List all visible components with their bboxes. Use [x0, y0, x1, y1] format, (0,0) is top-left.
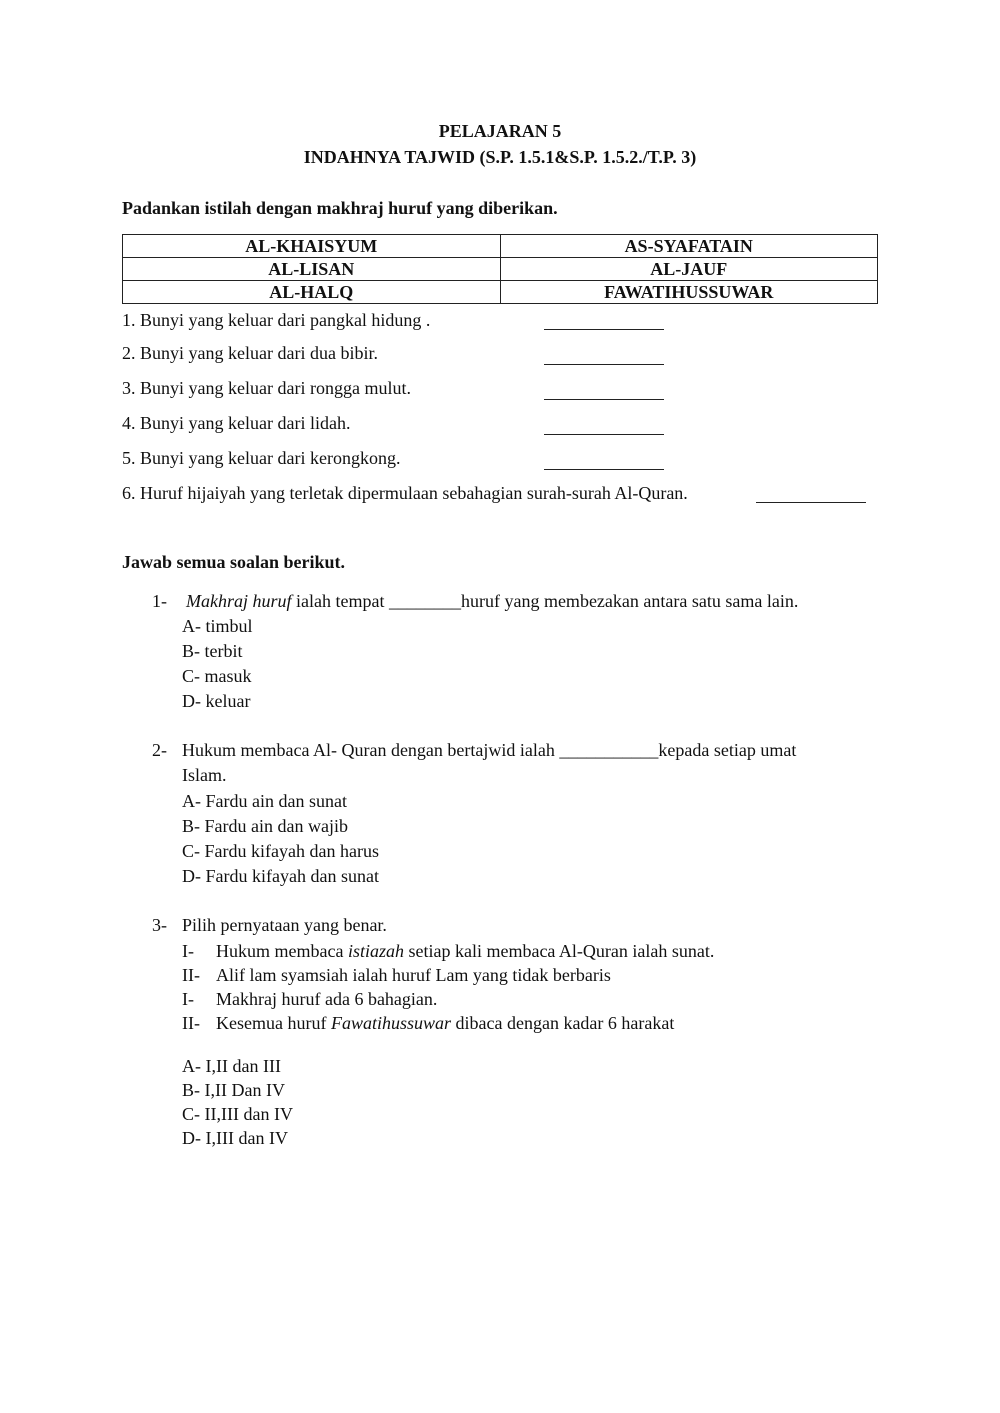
answer-blank-6[interactable]: [756, 486, 866, 503]
option-a[interactable]: A- timbul: [182, 616, 253, 636]
option-d[interactable]: D- Fardu kifayah dan sunat: [182, 866, 379, 886]
statement-list: [182, 939, 714, 1035]
section1-instruction: Padankan istilah dengan makhraj huruf yang diberikan.: [122, 198, 558, 218]
option-c[interactable]: C- masuk: [182, 666, 252, 686]
statement-text-post: setiap kali membaca Al-Quran ialah sunat.: [403, 941, 715, 961]
question-1-text: [186, 591, 798, 612]
q1-options: [182, 614, 253, 714]
term-cell: AL-KHAISYUM: [123, 235, 501, 258]
match-item-1: 1. Bunyi yang keluar dari pangkal hidung .: [122, 310, 431, 330]
question-1-blank: ________: [388, 591, 461, 611]
term-cell: AL-HALQ: [123, 281, 501, 304]
page-title: PELAJARAN 5: [438, 121, 562, 141]
statement-italic: Fawatihussuwar: [330, 1013, 451, 1033]
match-item-2: 2. Bunyi yang keluar dari dua bibir.: [122, 343, 378, 363]
answer-blank-5[interactable]: [544, 453, 664, 470]
question-1-text-b: huruf yang membezakan antara satu sama lain.: [460, 591, 799, 611]
q2-options: [182, 789, 379, 889]
page-subtitle: INDAHNYA TAJWID (S.P. 1.5.1&S.P. 1.5.2./T.P. 3): [303, 147, 697, 167]
statement-roman: II-: [182, 965, 200, 985]
statement-item: [182, 939, 714, 963]
question-3-number: 3-: [152, 915, 167, 935]
statement-text: Alif lam syamsiah ialah huruf Lam yang tidak berbaris: [216, 965, 611, 985]
question-2-text: [182, 740, 796, 761]
question-2-blank: ___________: [559, 740, 659, 760]
table-row: [123, 258, 878, 281]
statement-roman: I-: [182, 989, 194, 1009]
section2-instruction: Jawab semua soalan berikut.: [122, 552, 346, 572]
statement-item: [182, 963, 714, 987]
answer-blank-2[interactable]: [544, 348, 664, 365]
option-d[interactable]: D- I,III dan IV: [182, 1128, 288, 1148]
statement-text: Makhraj huruf ada 6 bahagian.: [216, 989, 438, 1009]
match-item-3: 3. Bunyi yang keluar dari rongga mulut.: [122, 378, 411, 398]
question-2-text-b: kepada setiap umat: [658, 740, 797, 760]
term-cell: FAWATIHUSSUWAR: [500, 281, 878, 304]
term-cell: AL-JAUF: [500, 258, 878, 281]
term-cell: AS-SYAFATAIN: [500, 235, 878, 258]
option-c[interactable]: C- II,III dan IV: [182, 1104, 293, 1124]
statement-item: [182, 987, 714, 1011]
table-row: [123, 235, 878, 258]
question-2-text-cont: Islam.: [182, 765, 227, 785]
table-row: [123, 281, 878, 304]
answer-blank-1[interactable]: [544, 313, 664, 330]
option-b[interactable]: B- I,II Dan IV: [182, 1080, 285, 1100]
statement-text: Hukum membaca: [216, 941, 348, 961]
question-1-number: 1-: [152, 591, 167, 611]
term-cell: AL-LISAN: [123, 258, 501, 281]
question-2-number: 2-: [152, 740, 167, 760]
option-c[interactable]: C- Fardu kifayah dan harus: [182, 841, 379, 861]
question-2-text-a: Hukum membaca Al- Quran dengan bertajwid ialah: [182, 740, 560, 760]
option-a[interactable]: A- Fardu ain dan sunat: [182, 791, 347, 811]
match-item-6: 6. Huruf hijaiyah yang terletak dipermulaan sebahagian surah-surah Al-Quran.: [122, 483, 688, 503]
match-item-5: 5. Bunyi yang keluar dari kerongkong.: [122, 448, 401, 468]
terms-table: [122, 234, 878, 304]
question-1-italic-term: Makhraj huruf: [186, 591, 292, 611]
statement-item: [182, 1011, 714, 1035]
match-item-4: 4. Bunyi yang keluar dari lidah.: [122, 413, 351, 433]
answer-blank-4[interactable]: [544, 418, 664, 435]
statement-roman: I-: [182, 941, 194, 961]
option-b[interactable]: B- terbit: [182, 641, 243, 661]
statement-roman: II-: [182, 1013, 200, 1033]
question-3-text: Pilih pernyataan yang benar.: [182, 915, 387, 935]
question-1-text-a: ialah tempat: [291, 591, 389, 611]
option-d[interactable]: D- keluar: [182, 691, 251, 711]
statement-text-post: dibaca dengan kadar 6 harakat: [451, 1013, 675, 1033]
option-b[interactable]: B- Fardu ain dan wajib: [182, 816, 348, 836]
statement-text: Kesemua huruf: [216, 1013, 331, 1033]
q3-options: [182, 1054, 293, 1150]
statement-italic: istiazah: [347, 941, 404, 961]
answer-blank-3[interactable]: [544, 383, 664, 400]
option-a[interactable]: A- I,II dan III: [182, 1056, 281, 1076]
